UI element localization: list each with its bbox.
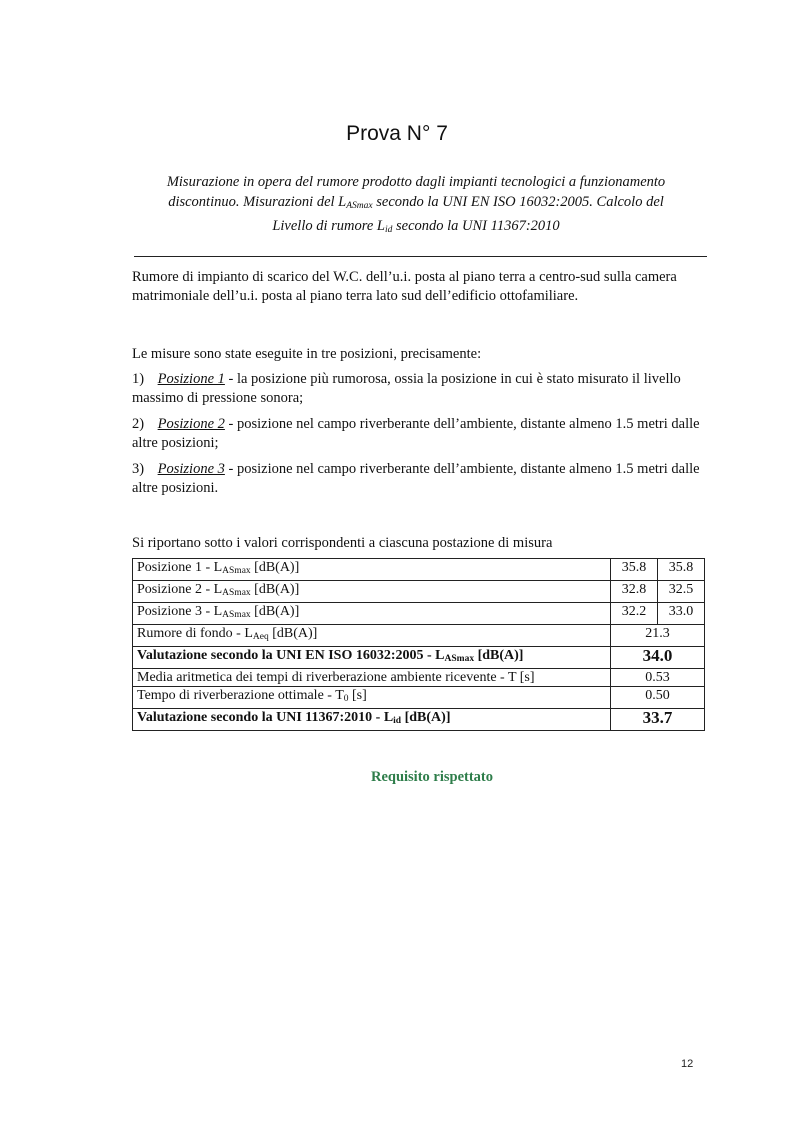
table-row (133, 603, 705, 625)
position-text: - la posizione più rumorosa, ossia la posizione in cui è stato misurato il livello massimo di pressione sonora; (132, 371, 681, 406)
value-cell: 34.0 (611, 647, 705, 669)
table-intro: Si riportano sotto i valori corrispondenti a ciascuna postazione di misura (132, 535, 553, 551)
page-number: 12 (681, 1058, 694, 1070)
row-label: Rumore di fondo - $L_{Aeq}$ [dB(A)] (133, 625, 611, 647)
table-row (133, 669, 705, 687)
description-paragraph: Rumore di impianto di scarico del W.C. dell’u.i. posta al piano terra a centro-sud sulla camera matrimoniale dell’u.i. posta al piano terra lato sud dell’edificio ottofamiliare. (132, 269, 677, 304)
value-cell: 32.5 (658, 581, 705, 603)
table-row (133, 709, 705, 731)
value-cell: 35.8 (611, 559, 658, 581)
value-cell: 32.2 (611, 603, 658, 625)
subtitle-line-2-sub: ASmax (346, 201, 373, 211)
table-row (133, 687, 705, 709)
subtitle-line-1: Misurazione in opera del rumore prodotto dagli impianti tecnologici a funzionamento (166, 174, 666, 190)
row-label: Posizione $3 - L_{ASmax}$ [dB(A)] (133, 603, 611, 625)
row-label: Posizione $2 - L_{ASmax}$ [dB(A)] (133, 581, 611, 603)
subtitle (132, 172, 700, 240)
table-row (133, 625, 705, 647)
subtitle-line-2b: secondo la UNI EN ISO 16032:2005. Calcolo del (372, 194, 664, 210)
row-label: Valutazione secondo la UNI 11367:2010 - $L_{id}$ [dB(A)] (133, 709, 611, 731)
position-label: Posizione 2 (157, 416, 225, 432)
position-item-2 (132, 415, 712, 453)
value-cell: 33.0 (658, 603, 705, 625)
position-number: 2) (132, 416, 145, 432)
value-cell: 33.7 (611, 709, 705, 731)
positions-intro: Le misure sono state eseguite in tre posizioni, precisamente: (132, 346, 482, 362)
position-item-1 (132, 370, 712, 408)
table-row (133, 559, 705, 581)
position-number: 3) (132, 461, 145, 477)
value-cell: 0.50 (611, 687, 705, 709)
position-label: Posizione 1 (157, 371, 225, 387)
value-cell: 35.8 (658, 559, 705, 581)
subtitle-line-2a: discontinuo. Misurazioni del L (168, 194, 347, 210)
position-text: - posizione nel campo riverberante dell’ambiente, distante almeno 1.5 metri dalle altre posizioni; (132, 416, 700, 451)
value-cell: 0.53 (611, 669, 705, 687)
value-cell: 32.8 (611, 581, 658, 603)
row-label: Posizione $1 - L_{ASmax}$ [dB(A)] (133, 559, 611, 581)
subtitle-line-3b: secondo la UNI 11367:2010 (392, 218, 560, 234)
row-label: Valutazione secondo la UNI EN ISO 16032:2005 - $L_{ASmax}$ [dB(A)] (133, 647, 611, 669)
subtitle-line-3a: Livello di rumore L (272, 218, 385, 234)
position-text: - posizione nel campo riverberante dell’ambiente, distante almeno 1.5 metri dalle altre posizioni. (132, 461, 700, 496)
result-status: Requisito rispettato (370, 769, 494, 785)
row-label: Tempo di riverberazione ottimale - $T_0$ [s] (133, 687, 611, 709)
position-item-3 (132, 460, 712, 498)
results-table (132, 558, 705, 731)
row-label: Media aritmetica dei tempi di riverberazione ambiente ricevente - T [s] (133, 669, 611, 687)
table-row (133, 647, 705, 669)
position-label: Posizione 3 (157, 461, 225, 477)
page-title: Prova N° 7 (346, 122, 448, 145)
value-cell: 21.3 (611, 625, 705, 647)
table-row (133, 581, 705, 603)
position-number: 1) (132, 371, 145, 387)
horizontal-rule (134, 256, 707, 257)
subtitle-line-3-sub: id (384, 225, 393, 235)
